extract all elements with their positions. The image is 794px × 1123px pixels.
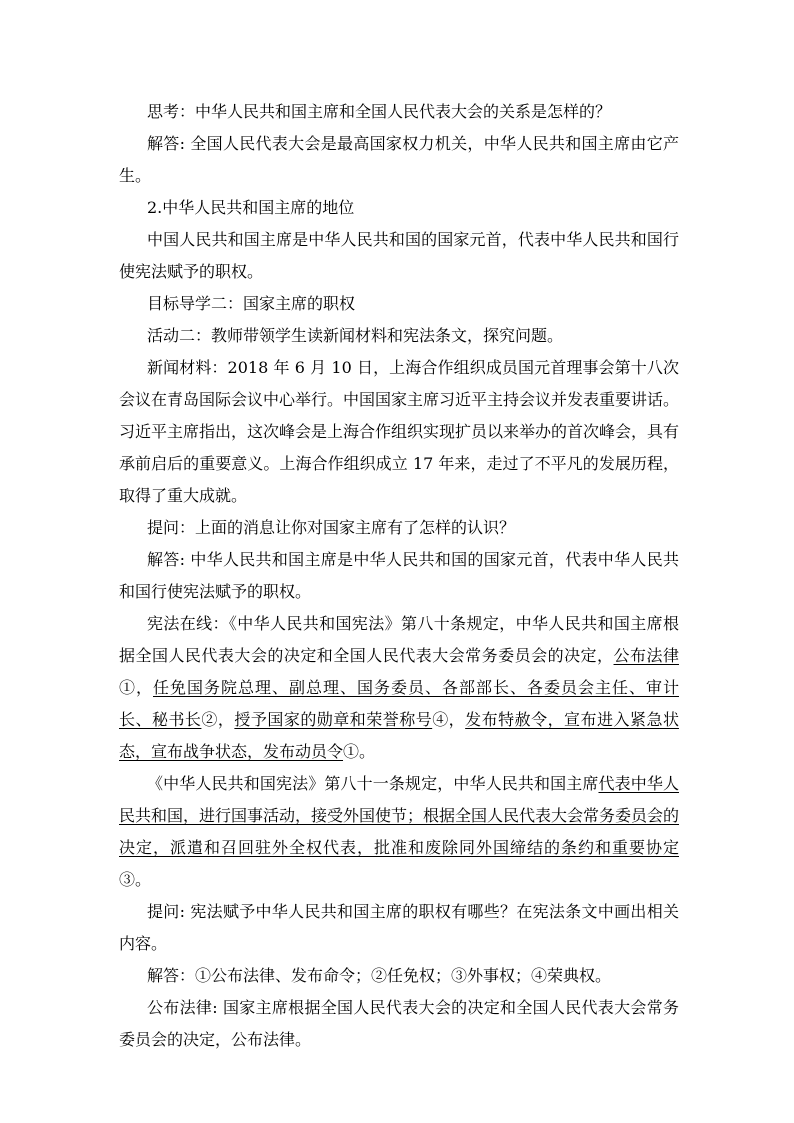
text-run: 公布法律: 国家主席根据全国人民代表大会的决定和全国人民代表大会常务委员会的决定，公布法律。 [119, 998, 679, 1049]
text-run: 新闻材料：2018 年 6 月 10 日，上海合作组织成员国元首理事会第十八次会议在青岛国际会议中心举行。中国国家主席习近平主持会议并发表重要讲话。习近平主席指出，这次峰会是上海合作组织实现扩员以来举办的首次峰会，具有承前启后的重要意义。上海合作组织成立 17 年来，走过了不平凡的发展历程，取得了重大成就。 [119, 358, 680, 505]
text-run: 提问: 宪法赋予中华人民共和国主席的职权有哪些？在宪法条文中画出相关内容。 [119, 902, 679, 953]
text-run: 《中华人民共和国宪法》第八十一条规定，中华人民共和国主席 [147, 774, 599, 793]
underlined-text: 公布法律 [613, 646, 679, 665]
paragraph [119, 96, 679, 128]
text-run: 解答：①公布法律、发布命令；②任免权；③外事权；④荣典权。 [147, 966, 612, 985]
document-page [119, 96, 679, 1056]
text-run: 目标导学二：国家主席的职权 [147, 294, 356, 313]
paragraph [119, 288, 679, 320]
text-run: ③。 [119, 870, 152, 889]
text-run: ④， [432, 710, 466, 729]
underlined-text: 代表中华人民共和国，进行国事活动，接受外国使节；根据全国人民代表大会常务委员会的决定，派遣和召回驻外全权代表，批准和废除同外国缔结的条约和重要协定 [119, 774, 680, 857]
paragraph [119, 544, 679, 608]
text-run: 解答: 中华人民共和国主席是中华人民共和国的国家元首，代表中华人民共和国行使宪法赋予的职权。 [119, 550, 679, 601]
text-run: ①。 [343, 742, 376, 761]
paragraph [119, 352, 679, 512]
paragraph [119, 896, 679, 960]
underlined-text: 发布特赦令，宣布进入紧急状态，宣布战争状态，发布动员令 [119, 710, 679, 761]
text-run: 提问：上面的消息让你对国家主席有了怎样的认识？ [147, 518, 516, 537]
paragraph [119, 512, 679, 544]
paragraph [119, 320, 679, 352]
text-run: ②， [201, 710, 235, 729]
text-run: 活动二：教师带领学生读新闻材料和宪法条文，探究问题。 [147, 326, 564, 345]
paragraph [119, 768, 679, 896]
underlined-text: 授予国家的勋章和荣誉称号 [234, 710, 433, 729]
paragraph [119, 960, 679, 992]
text-run: 宪法在线：《中华人民共和国宪法》第八十条规定，中华人民共和国主席根据全国人民代表大会的决定和全国人民代表大会常务委员会的决定， [119, 614, 679, 665]
text-run: 中国人民共和国主席是中华人民共和国的国家元首，代表中华人民共和国行使宪法赋予的职权。 [119, 230, 679, 281]
paragraph [119, 608, 679, 768]
text-run: 2.中华人民共和国主席的地位 [147, 198, 355, 217]
paragraph [119, 992, 679, 1056]
text-run: ①， [119, 678, 153, 697]
paragraph [119, 192, 679, 224]
text-run: 思考：中华人民共和国主席和全国人民代表大会的关系是怎样的？ [147, 102, 612, 121]
underlined-text: 任免国务院总理、副总理、国务委员、各部部长、各委员会主任、审计长、秘书长 [119, 678, 679, 729]
text-run: 解答: 全国人民代表大会是最高国家权力机关，中华人民共和国主席由它产生。 [119, 134, 679, 185]
paragraph [119, 128, 679, 192]
paragraph [119, 224, 679, 288]
